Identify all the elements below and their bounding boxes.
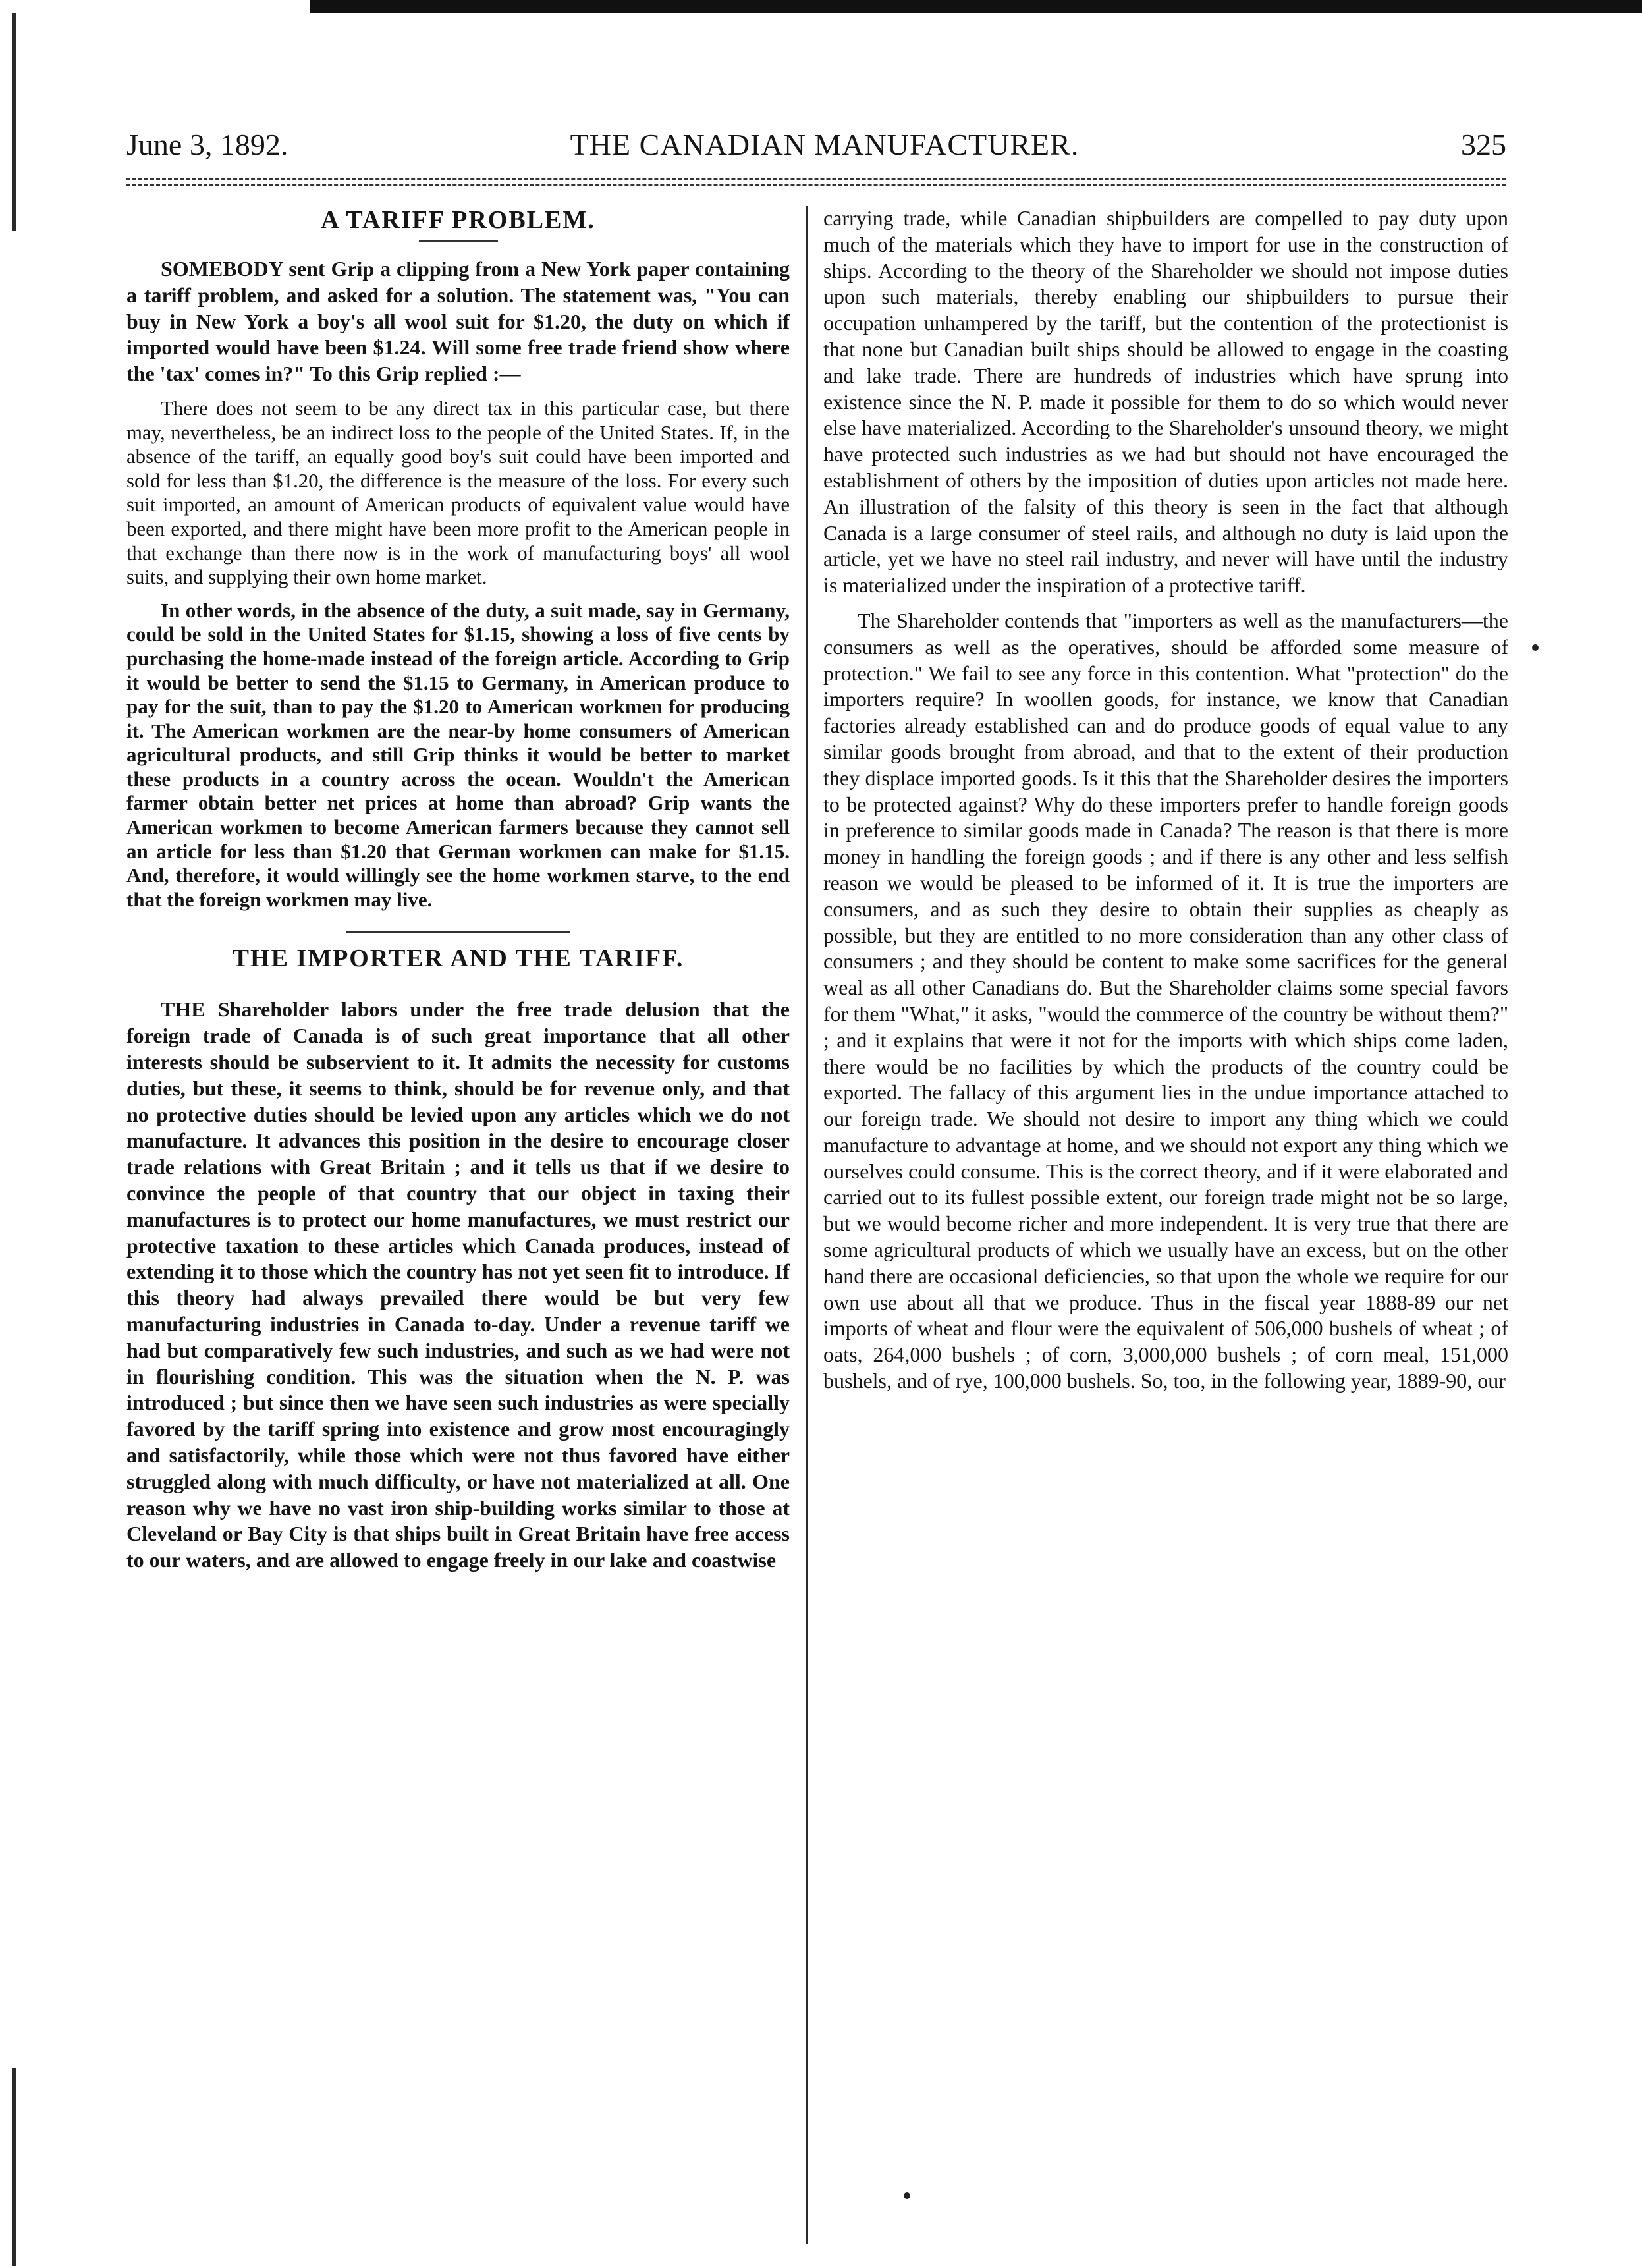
article-paragraph: THE Shareholder labors under the free trade delusion that the foreign trade of Canada is of such great importance that all other interests should be subservient to it. It admits the necessity for customs duties, but these, it seems to think, should be for revenue only, and that no protective duties should be levied upon any articles which we do not manufacture. It advances this position in the desire to encourage closer trade relations with Great Britain ; and it tells us that if we desire to convince the people of that country that our object in taxing their manufactures is to protect our home manufactures, we must restrict our protective taxation to these articles which Canada produces, instead of extending it to those which the country has not yet seen fit to introduce. If this theory had always prevailed there would be but very few manufacturing industries in Canada to-day. Under a revenue tariff we had but comparatively few such industries, and such as we had were not in flourishing condition. This was the situation when the N. P. was introduced ; but since then we have seen such industries as were specially favored by the tariff spring into existence and grow most encouragingly and satisfactorily, while those which were not thus favored have either struggled along with much difficulty, or have not materialized at all. One reason why we have no vast iron ship-building works similar to those at Cleveland or Bay City is that ships built in Great Britain have free access to our waters, and are allowed to engage freely in our lake and coastwise — [126, 997, 790, 1572]
left-margin-mark — [12, 13, 16, 231]
headline-rule — [419, 240, 498, 242]
header-rule — [126, 184, 1506, 186]
issue-date: June 3, 1892. — [126, 128, 288, 161]
left-margin-mark — [12, 2068, 16, 2266]
article-headline: A TARIFF PROBLEM. — [321, 206, 595, 234]
publication-title: THE CANADIAN MANUFACTURER. — [570, 128, 1080, 161]
article-paragraph: carrying trade, while Canadian shipbuilders are compelled to pay duty upon much of the materials which they have to import for use in the construction of ships. According to the theory of the Shareholder we should not impose duties upon such materials, thereby enabling our shipbuilders to pursue their occupation unhampered by the tariff, but the contention of the protectionist is that none but Canadian built ships should be allowed to engage in the coasting and lake trade. There are hundreds of industries which have sprung into existence since the N. P. made it possible for them to do so which would never else have materialized. According to the Shareholder's unsound theory, we might have protected such industries as we had but should not have encouraged the establishment of others by the imposition of duties upon articles not made here. An illustration of the falsity of this theory is seen in the fact that although Canada is a large consumer of steel rails, and although no duty is laid upon the article, yet we have no steel rail industry, and never will have until the industry is materialized under the inspiration of a protective tariff. — [823, 206, 1508, 597]
margin-dot — [904, 2192, 910, 2199]
right-column — [823, 206, 1508, 1404]
left-column — [126, 206, 790, 1583]
header-rule — [126, 178, 1506, 180]
column-divider — [806, 206, 808, 2244]
article-divider — [346, 931, 570, 933]
article-quote: There does not seem to be any direct tax in this particular case, but there may, nevertheless, be an indirect loss to the people of the United States. If, in the absence of the tariff, an equally good boy's suit could have been imported and sold for less than $1.20, the difference is the measure of the loss. For every such suit imported, an amount of American products of equivalent value would have been exported, and there might have been more profit to the American people in that exchange than there now is in the work of manufacturing boys' all wool suits, and supplying their own home market. — [126, 397, 790, 589]
margin-dot — [1532, 644, 1539, 651]
top-border-rule — [310, 0, 1642, 13]
article-paragraph: The Shareholder contends that "importers as well as the manufacturers—the consumers as well as the operatives, should be afforded some measure of protection." We fail to see any force in this contention. What "protection" do the importers require? In woollen goods, for instance, we know that Canadian factories already established can and do produce goods of equal value to any similar goods brought from abroad, and that to the extent of their production they displace imported goods. Is it this that the Shareholder desires the importers to be protected against? Why do these importers prefer to handle foreign goods in preference to similar goods made in Canada? The reason is that there is more money in handling the foreign goods ; and if there is any other and less selfish reason we would be pleased to be informed of it. It is true the importers are consumers, and as such they desire to obtain their supplies as cheaply as possible, but they are entitled to no more consideration than any other class of consumers ; and they should be content to make some sacrifices for the general weal as all other Canadians do. But the Shareholder claims some special favors for them "What," it asks, "would the commerce of the country be without them?" ; and it explains that were it not for the imports with which ships come laden, there would be no facilities by which the products of the country could be exported. The fallacy of this argument lies in the undue importance attached to our foreign trade. We should not desire to import any thing which we could manufacture to advantage at home, and we should not export any thing which we ourselves could consume. This is the correct theory, and if it were elaborated and carried out to its fullest possible extent, our foreign trade might not be so large, but we would become richer and more independent. It is very true that there are some agricultural products of which we usually have an excess, but on the other hand there are occasional deficiencies, so that upon the whole we require for our own use about all that we produce. Thus in the fiscal year 1888-89 our net imports of wheat and flour were the equivalent of 506,000 bushels of wheat ; of oats, 264,000 bushels ; of corn, 3,000,000 bushels ; of corn meal, 151,000 bushels, and of rye, 100,000 bushels. So, too, in the following year, 1889-90, our — [823, 608, 1508, 1393]
article-intro: SOMEBODY sent Grip a clipping from a New York paper containing a tariff problem, and asked for a solution. The statement was, "You can buy in New York a boy's all wool suit for $1.20, the duty on which if imported would have been $1.24. Will some free trade friend show where the 'tax' comes in?" To this Grip replied :— — [126, 257, 790, 386]
page-number: 325 — [1461, 128, 1506, 161]
article-headline: THE IMPORTER AND THE TARIFF. — [232, 945, 684, 973]
article-quote: In other words, in the absence of the duty, a suit made, say in Germany, could be sold in the United States for $1.15, showing a loss of five cents by purchasing the home-made instead of the foreign article. According to Grip it would be better to send the $1.15 to Germany, in American produce to pay for the suit, than to pay the $1.20 to American workmen for producing it. The American workmen are the near-by home consumers of American agricultural products, and still Grip thinks it would be better to market these products in a country across the ocean. Wouldn't the American farmer obtain better net prices at home than abroad? Grip wants the American workmen to become American farmers because they cannot sell an article for less than $1.20 that German workmen can make for $1.15. And, therefore, it would willingly see the home workmen starve, to the end that the foreign workmen may live. — [126, 598, 790, 911]
page-header — [126, 122, 1506, 168]
